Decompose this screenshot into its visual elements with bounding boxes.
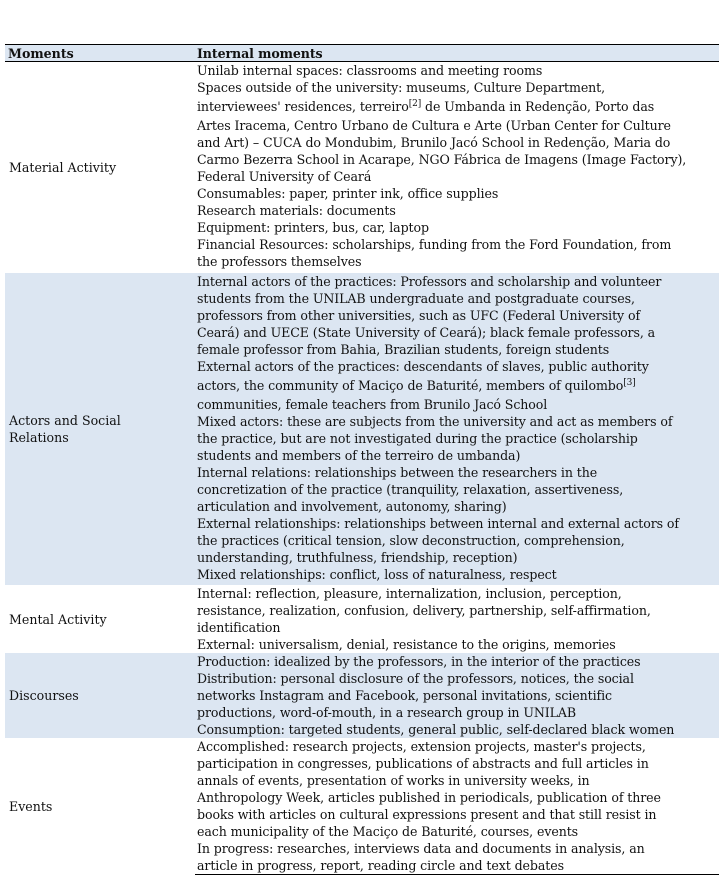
moment-label-line: Actors and Social [9, 413, 121, 428]
text-line: productions, word-of-mouth, in a research group in UNILAB [197, 705, 577, 720]
moment-label: Discourses [9, 688, 79, 703]
text-line: In progress: researches, interviews data and documents in analysis, an [197, 841, 645, 856]
text-line: and Art) – CUCA do Mondubim, Brunilo Jacó School in Redenção, Maria do [197, 135, 671, 150]
table-row-discourses [5, 653, 719, 738]
moment-label-line: Relations [9, 430, 69, 445]
table-row-material-activity [5, 62, 719, 273]
text-line: Production: idealized by the professors, in the interior of the practices [197, 654, 641, 669]
internal-moments-cell [195, 273, 719, 585]
internal-moments-cell [195, 738, 719, 875]
text-line: participation in congresses, publications of abstracts and full articles in [197, 756, 649, 771]
text-line: Mixed relationships: conflict, loss of naturalness, respect [197, 567, 557, 582]
text-line: Internal relations: relationships between the researchers in the [197, 465, 598, 480]
text-line: communities, female teachers from Brunilo Jacó School [197, 397, 548, 412]
text-line: External: universalism, denial, resistance to the origins, memories [197, 637, 616, 652]
text-line: Anthropology Week, articles published in periodicals, publication of three [197, 790, 661, 805]
footnote-ref-3[interactable]: [3] [623, 378, 636, 388]
moment-label [5, 273, 195, 585]
text-line: professors from other universities, such as UFC (Federal University of [197, 308, 640, 323]
text-line: Consumables: paper, printer ink, office supplies [197, 186, 499, 201]
text-line: Unilab internal spaces: classrooms and meeting rooms [197, 63, 543, 78]
text-line: each municipality of the Maciço de Baturité, courses, events [197, 824, 579, 839]
text-line: Artes Iracema, Centro Urbano de Cultura e Arte (Urban Center for Culture [197, 118, 671, 133]
text-line: books with articles on cultural expressions present and that still resist in [197, 807, 657, 822]
text-segment: de Umbanda in Redenção, Porto das [421, 99, 655, 114]
text-line: Distribution: personal disclosure of the professors, notices, the social [197, 671, 634, 686]
text-line: concretization of the practice (tranquility, relaxation, assertiveness, [197, 482, 624, 497]
footnote-ref-2[interactable]: [2] [408, 99, 422, 109]
text-line: Spaces outside of the university: museums, Culture Department, [197, 80, 606, 95]
text-line: resistance, realization, confusion, delivery, partnership, self-affirmation, [197, 603, 651, 618]
text-line: understanding, truthfulness, friendship, reception) [197, 550, 518, 565]
header-moments: Moments [8, 45, 74, 61]
moment-label: Material Activity [9, 160, 117, 175]
text-line: Research materials: documents [197, 203, 396, 218]
text-line [197, 96, 719, 117]
internal-moments-cell [195, 653, 719, 738]
text-line: Ceará) and UECE (State University of Ceará); black female professors, a [197, 325, 656, 340]
text-line: Mixed actors: these are subjects from the university and act as members of [197, 414, 673, 429]
text-line: identification [197, 620, 281, 635]
text-line: External actors of the practices: descendants of slaves, public authority [197, 359, 649, 374]
text-line: Financial Resources: scholarships, funding from the Ford Foundation, from [197, 237, 672, 252]
text-line: Equipment: printers, bus, car, laptop [197, 220, 429, 235]
text-line: the professors themselves [197, 254, 362, 269]
table-row-mental-activity [5, 585, 719, 653]
internal-moments-cell [195, 585, 719, 653]
internal-moments-cell [195, 62, 719, 273]
text-line: articulation and involvement, autonomy, sharing) [197, 499, 507, 514]
text-line: annals of events, presentation of works in university weeks, in [197, 773, 590, 788]
text-line: students and members of the terreiro de umbanda) [197, 448, 521, 463]
text-line [197, 375, 719, 396]
text-line: Consumption: targeted students, general public, self-declared black women [197, 722, 675, 737]
table-bottom-rule [195, 874, 719, 875]
moment-label: Mental Activity [9, 611, 107, 627]
text-line: Internal: reflection, pleasure, internalization, inclusion, perception, [197, 586, 622, 601]
text-line: Federal University of Ceará [197, 169, 372, 184]
text-line: female professor from Bahia, Brazilian students, foreign students [197, 342, 610, 357]
table-row-actors-social-relations [5, 273, 719, 585]
text-line: the practice, but are not investigated during the practice (scholarship [197, 431, 638, 446]
moments-table [5, 44, 719, 875]
text-line: networks Instagram and Facebook, personal invitations, scientific [197, 688, 612, 703]
text-line: Carmo Bezerra School in Acarape, NGO Fábrica de Imagens (Image Factory), [197, 152, 687, 167]
text-segment: actors, the community of Maciço de Baturité, members of quilombo [197, 378, 624, 393]
text-line: Internal actors of the practices: Professors and scholarship and volunteer [197, 274, 662, 289]
text-line: students from the UNILAB undergraduate and postgraduate courses, [197, 291, 635, 306]
text-line: Accomplished: research projects, extension projects, master's projects, [197, 739, 646, 754]
header-internal-moments: Internal moments [197, 46, 323, 61]
text-line: the practices (critical tension, slow deconstruction, comprehension, [197, 533, 625, 548]
table-row-events [5, 738, 719, 875]
moment-label: Events [9, 799, 53, 814]
table-header [5, 44, 719, 62]
text-line: article in progress, report, reading circle and text debates [197, 858, 564, 873]
text-segment: interviewees' residences, terreiro [197, 99, 409, 114]
text-line: External relationships: relationships between internal and external actors of [197, 516, 679, 531]
